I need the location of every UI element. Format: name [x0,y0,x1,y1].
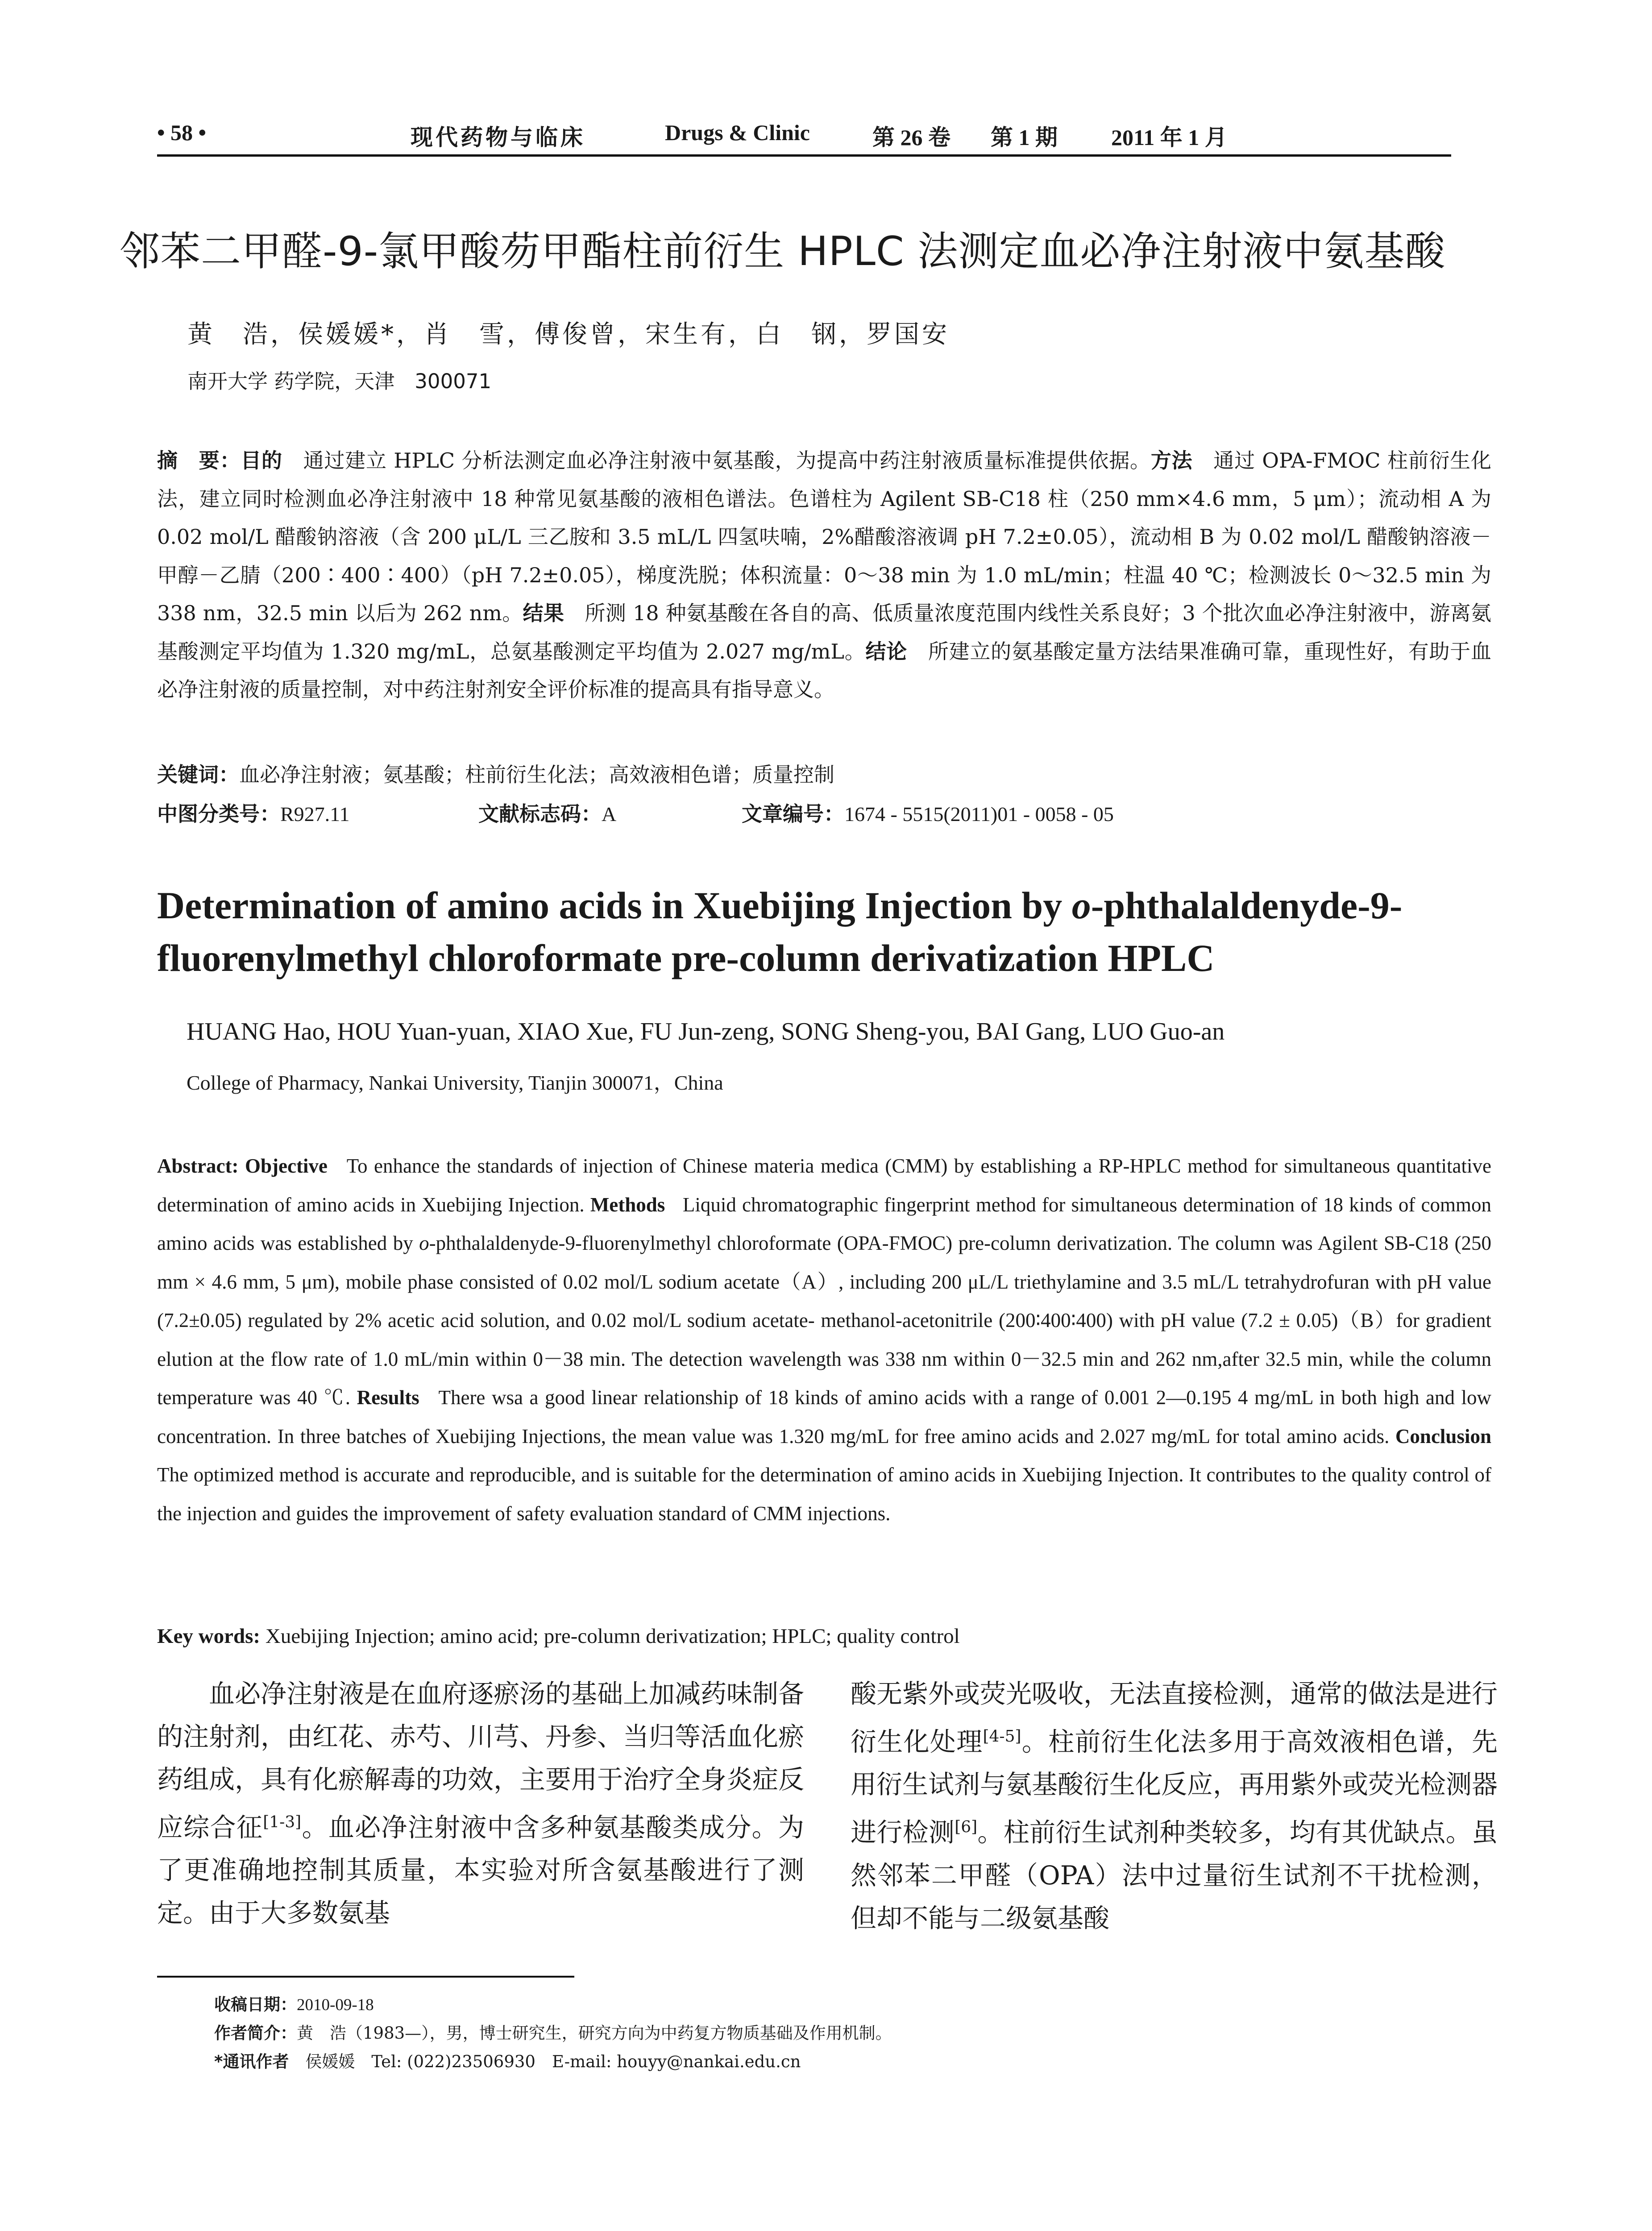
body-paragraph: 酸无紫外或荧光吸收，无法直接检测，通常的做法是进行衍生化处理[4-5]。柱前衍生化法多用于高效液相色谱，先用衍生试剂与氨基酸衍生化反应，再用紫外或荧光检测器进行检测[6]。柱前衍生试剂种类较多，均有其优缺点。虽然邻苯二甲醛（OPA）法中过量衍生试剂不干扰检测，但却不能与二级氨基酸 [851,1679,1498,1933]
abstract-en [157,1147,1491,1533]
body-column-right [851,1672,1498,1940]
issue: 第 1 期 [991,125,1058,150]
keywords-en [157,1624,960,1648]
clc-label: 中图分类号： [157,802,280,826]
conclusion-label-zh: 结论 [865,639,908,663]
results-text-zh: 所测 18 种氨基酸在各自的高、低质量浓度范围内线性关系良好；3 个批次血必净注射液中，游离氨基酸测定平均值为 1.320 mg/mL，总氨基酸测定平均值为 2.027 mg/mL。 [157,601,1492,663]
citation: [1-3] [263,1813,302,1831]
journal-title-zh: 现代药物与临床 [411,124,585,150]
results-label-zh: 结果 [523,601,565,625]
authors-en: HUANG Hao, HOU Yuan-yuan, XIAO Xue, FU Jun-zeng, SONG Sheng-you, BAI Gang, LUO Guo-an [187,1018,1225,1045]
objective-text-en: To enhance the standards of injection of Chinese materia medica (CMM) by establishing a RP-HPLC method for simultaneous quantitative determination of amino acids in Xuebijing Injection. [157,1155,1492,1216]
article-no-label: 文章编号： [742,802,844,826]
conclusion-text-zh: 所建立的氨基酸定量方法结果准确可靠，重现性好，有助于血必净注射液的质量控制，对中药注射剂安全评价标准的提高具有指导意义。 [157,639,1492,701]
affiliation-zh: 南开大学 药学院，天津 300071 [187,369,492,393]
body-paragraph: 血必净注射液是在血府逐瘀汤的基础上加减药味制备的注射剂，由红花、赤芍、川芎、丹参、当归等活血化瘀药组成，具有化瘀解毒的功效，主要用于治疗全身炎症反应综合征[1-3]。血必净注射液中含多种氨基酸类成分。为了更准确地控制其质量，本实验对所含氨基酸进行了测定。由于大多数氨基 [157,1679,805,1928]
keywords-text-zh: 血必净注射液；氨基酸；柱前衍生化法；高效液相色谱；质量控制 [239,763,834,787]
received-date: 2010-09-18 [297,1996,374,2014]
conclusion-text-en: The optimized method is accurate and reproducible, and is suitable for the determination of amino acids in Xuebijing Injection. It contributes to the quality control of the injection and guides the improvement of safety evaluation standard of CMM injections. [157,1464,1491,1525]
footnote-author-bio [214,2020,892,2044]
issue-date: 2011 年 1 月 [1111,125,1227,150]
received-label: 收稿日期： [214,1995,297,2014]
title-en: Determination of amino acids in Xuebijing Injection by o-phthalaldenyde-9-fluorenylmethyl chloroformate pre-column derivatization HPLC [157,884,1403,979]
article-no-value: 1674 - 5515(2011)01 - 0058 - 05 [844,803,1114,825]
doc-code-label: 文献标志码： [478,802,602,826]
body-column-left [157,1672,804,1934]
footnote-received [214,1991,374,2015]
methods-text-en: Liquid chromatographic fingerprint method for simultaneous determination of 18 kinds of common amino acids was established by o-phthalaldenyde-9-fluorenylmethyl chloroformate (OPA-FMOC) pre-column derivatization. The column was Agilent SB-C18 (250 mm × 4.6 mm, 5 μm), mobile phase consisted of 0.02 mol/L sodium acetate（A）, including 200 μL/L triethylamine and 3.5 mL/L tetrahydrofuran with pH value (7.2±0.05) regulated by 2% acetic acid solution, and 0.02 mol/L sodium acetate- methanol-acetonitrile (200∶400∶400) with pH value (7.2 ± 0.05)（B）for gradient elution at the flow rate of 1.0 mL/min within 0－38 min. The detection wavelength was 338 nm within 0－32.5 min and 262 nm,after 32.5 min, while the column temperature was 40 ℃. [157,1193,1492,1409]
page-number: • 58 • [157,120,207,145]
conclusion-label-en: Conclusion [1395,1425,1491,1447]
corresponding-text: 侯媛媛 Tel: (022)23506930 E-mail: houyy@nankai.edu.cn [305,2052,801,2071]
keywords-zh [157,759,834,788]
volume: 第 26 卷 [872,125,951,150]
results-label-en: Results [357,1386,419,1409]
clc-value: R927.11 [280,803,350,825]
classification-row [157,798,1491,829]
objective-label-en: Objective [245,1155,328,1177]
footnote-rule [157,1976,574,1978]
citation: [4-5] [983,1727,1021,1746]
objective-text-zh: 通过建立 HPLC 分析法测定血必净注射液中氨基酸，为提高中药注射液质量标准提供依据。 [303,448,1151,473]
abstract-en-label: Abstract: [157,1155,239,1177]
keywords-label-en: Key words: [157,1625,261,1648]
keywords-text-en: Xuebijing Injection; amino acid; pre-column derivatization; HPLC; quality control [265,1625,960,1648]
methods-text-zh: 通过 OPA-FMOC 柱前衍生化法，建立同时检测血必净注射液中 18 种常见氨基酸的液相色谱法。色谱柱为 Agilent SB-C18 柱（250 mm×4.6 mm，5 μm）；流动相 A 为 0.02 mol/L 醋酸钠溶液（含 200 μL/L 三乙胺和 3.5 mL/L 四氢呋喃，2%醋酸溶液调 pH 7.2±0.05），流动相 B 为 0.02 mol/L 醋酸钠溶液－甲醇－乙腈（200∶400∶400）（pH 7.2±0.05），梯度洗脱；体积流量：0～38 min 为 1.0 mL/min；柱温 40 ℃；检测波长 0～32.5 min 为 338 nm，32.5 min 以后为 262 nm。 [157,448,1492,625]
footnote-corresponding [214,2048,801,2072]
keywords-label-zh: 关键词： [157,763,239,787]
methods-label-en: Methods [590,1193,665,1216]
title-zh: 邻苯二甲醛-9-氯甲酸芴甲酯柱前衍生 HPLC 法测定血必净注射液中氨基酸 [120,228,1446,275]
abstract-zh [157,442,1491,709]
results-text-en: There wsa a good linear relationship of 18 kinds of amino acids with a range of 0.001 2—0.195 4 mg/mL in both high and low concentration. In three batches of Xuebijing Injections, the mean value was 1.320 mg/mL for free amino acids and 2.027 mg/mL for total amino acids. [157,1386,1492,1447]
methods-label-zh: 方法 [1150,448,1193,473]
abstract-zh-label: 摘 要： [157,448,241,473]
citation: [6] [955,1818,978,1837]
bio-label: 作者简介： [214,2024,297,2043]
doc-code-value: A [602,803,617,825]
authors-zh: 黄 浩，侯媛媛*，肖 雪，傅俊曾，宋生有，白 钢，罗国安 [187,320,950,349]
bio-text: 黄 浩（1983—），男，博士研究生，研究方向为中药复方物质基础及作用机制。 [297,2024,892,2043]
objective-label-zh: 目的 [241,448,282,473]
journal-title-en: Drugs & Clinic [665,120,810,145]
affiliation-en: College of Pharmacy, Nankai University, Tianjin 300071，China [187,1071,723,1094]
corresponding-label: *通讯作者 [214,2052,289,2071]
header-rule [157,154,1451,157]
